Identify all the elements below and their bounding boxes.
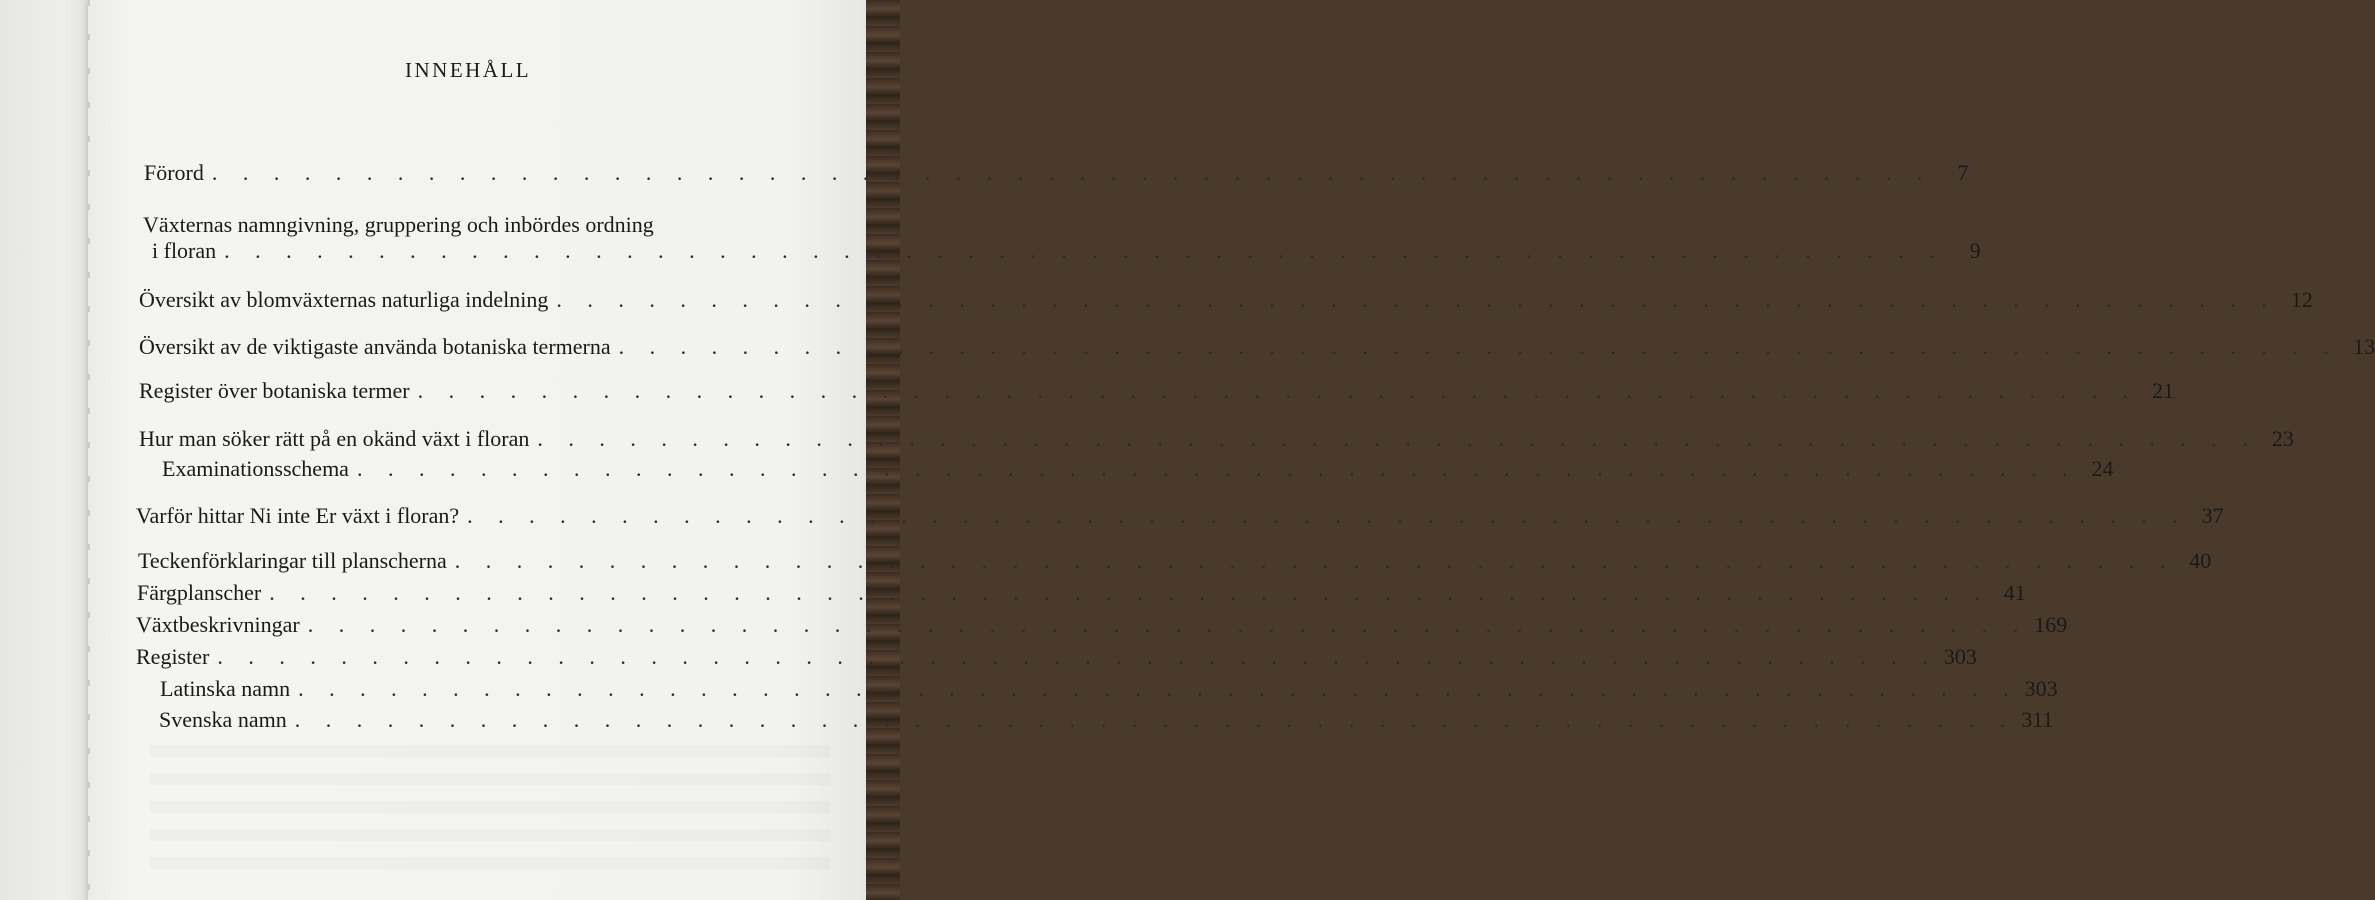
dot-leader: . . . . . . . . . . . . . . . . . . . . . . . . . . . . . . . . . . . . . . . . . . . . . . . . . . . . . . . . xyxy=(307,612,2029,637)
toc-entry-text: i floran xyxy=(152,238,217,263)
toc-entry-text: Register över botaniska termer xyxy=(139,378,410,403)
toc-entry-svenska-namn xyxy=(159,707,2054,733)
dot-leader: . . . . . . . . . . . . . . . . . . . . . . . . . . . . . . . . . . . . . . . . . . . . . . . . . . . . . . . . xyxy=(211,160,1933,185)
toc-entry-text: Latinska namn xyxy=(160,676,291,701)
dot-leader: . . . . . . . . . . . . . . . . . . . . . . . . . . . . . . . . . . . . . . . . . . . . . . . . . . . . . . . . xyxy=(454,548,2176,573)
dot-leader: . . . . . . . . . . . . . . . . . . . . . . . . . . . . . . . . . . . . . . . . . . . . . . . . . . . . . . . . xyxy=(356,456,2078,481)
toc-entry-text: Teckenförklaringar till planscherna xyxy=(138,548,447,573)
toc-entry-fargplanscher xyxy=(137,580,2026,606)
toc-entry-text: Varför hittar Ni inte Er växt i floran? xyxy=(136,503,460,528)
toc-entry-oversikt-termer xyxy=(139,334,2375,360)
dot-leader: . . . . . . . . . . . . . . . . . . . . . . . . . . . . . . . . . . . . . . . . . . . . . . . . . . . . . . . . xyxy=(298,676,2019,701)
dot-leader: . . . . . . . . . . . . . . . . . . . . . . . . . . . . . . . . . . . . . . . . . . . . . . . . . . . . . . . . xyxy=(269,580,1990,605)
toc-entry-text: Växtbeskrivningar xyxy=(136,612,300,637)
toc-entry-register xyxy=(136,644,1977,670)
dot-leader: . . . . . . . . . . . . . . . . . . . . . . . . . . . . . . . . . . . . . . . . . . . . . . . . . . . . . . . . xyxy=(294,707,2016,732)
toc-page-number: 169 xyxy=(2034,612,2068,637)
toc-entry-namngivning-line1: Växternas namngivning, gruppering och inbördes ordning xyxy=(143,212,654,237)
toc-page-number: 21 xyxy=(2152,378,2175,403)
dot-leader: . . . . . . . . . . . . . . . . . . . . . . . . . . . . . . . . . . . . . . . . . . . . . . . . . . . . . . . . xyxy=(556,287,2277,312)
toc-page-number: 303 xyxy=(1943,644,1977,669)
toc-entry-text: Översikt av blomväxternas naturliga indelning xyxy=(139,287,549,312)
toc-page-number: 303 xyxy=(2024,676,2058,701)
toc-entry-text: Färgplanscher xyxy=(137,580,262,605)
toc-page-number: 23 xyxy=(2271,426,2294,451)
toc-page-number: 311 xyxy=(2021,707,2054,732)
toc-entry-varfor-hittar xyxy=(136,503,2224,529)
toc-entry-namngivning xyxy=(152,238,1981,264)
toc-entry-vaxtbeskrivningar xyxy=(136,612,2068,638)
toc-entry-register-termer xyxy=(139,378,2175,404)
dot-leader: . . . . . . . . . . . . . . . . . . . . . . . . . . . . . . . . . . . . . . . . . . . . . . . . . . . . . . . . xyxy=(618,334,2340,359)
toc-entry-teckenforklaringar xyxy=(138,548,2212,574)
toc-page-number: 37 xyxy=(2201,503,2224,528)
toc-page-number: 12 xyxy=(2290,287,2313,312)
toc-page-number: 13 xyxy=(2353,334,2375,359)
toc-entry-forord xyxy=(144,160,1969,186)
toc-entry-oversikt-blomvaxter xyxy=(139,287,2313,313)
toc-entry-latinska-namn xyxy=(160,676,2058,702)
dot-leader: . . . . . . . . . . . . . . . . . . . . . . . . . . . . . . . . . . . . . . . . . . . . . . . . . . . . . . . . xyxy=(417,378,2139,403)
toc-page-number: 41 xyxy=(2003,580,2026,605)
toc-entry-hur-man-soker xyxy=(139,426,2294,452)
toc-entry-text: Svenska namn xyxy=(159,707,287,732)
toc-entry-examinationsschema xyxy=(162,456,2114,482)
dot-leader: . . . . . . . . . . . . . . . . . . . . . . . . . . . . . . . . . . . . . . . . . . . . . . . . . . . . . . . . xyxy=(224,238,1945,263)
toc-entry-text: Hur man söker rätt på en okänd växt i floran xyxy=(139,426,530,451)
toc-entry-text: Förord xyxy=(144,160,204,185)
page-title: INNEHÅLL xyxy=(405,58,532,82)
toc-entry-text: Översikt av de viktigaste använda botaniska termerna xyxy=(139,334,611,359)
toc-entry-text: Examinationsschema xyxy=(162,456,349,481)
toc-page-number: 24 xyxy=(2091,456,2114,481)
toc-page-number: 9 xyxy=(1969,238,1981,263)
dot-leader: . . . . . . . . . . . . . . . . . . . . . . . . . . . . . . . . . . . . . . . . . . . . . . . . . . . . . . . . xyxy=(467,503,2188,528)
toc-page-number: 7 xyxy=(1957,160,1969,185)
dot-leader: . . . . . . . . . . . . . . . . . . . . . . . . . . . . . . . . . . . . . . . . . . . . . . . . . . . . . . . . xyxy=(217,644,1938,669)
toc-page-number: 40 xyxy=(2189,548,2212,573)
dot-leader: . . . . . . . . . . . . . . . . . . . . . . . . . . . . . . . . . . . . . . . . . . . . . . . . . . . . . . . . xyxy=(537,426,2258,451)
toc-entry-text: Register xyxy=(136,644,210,669)
